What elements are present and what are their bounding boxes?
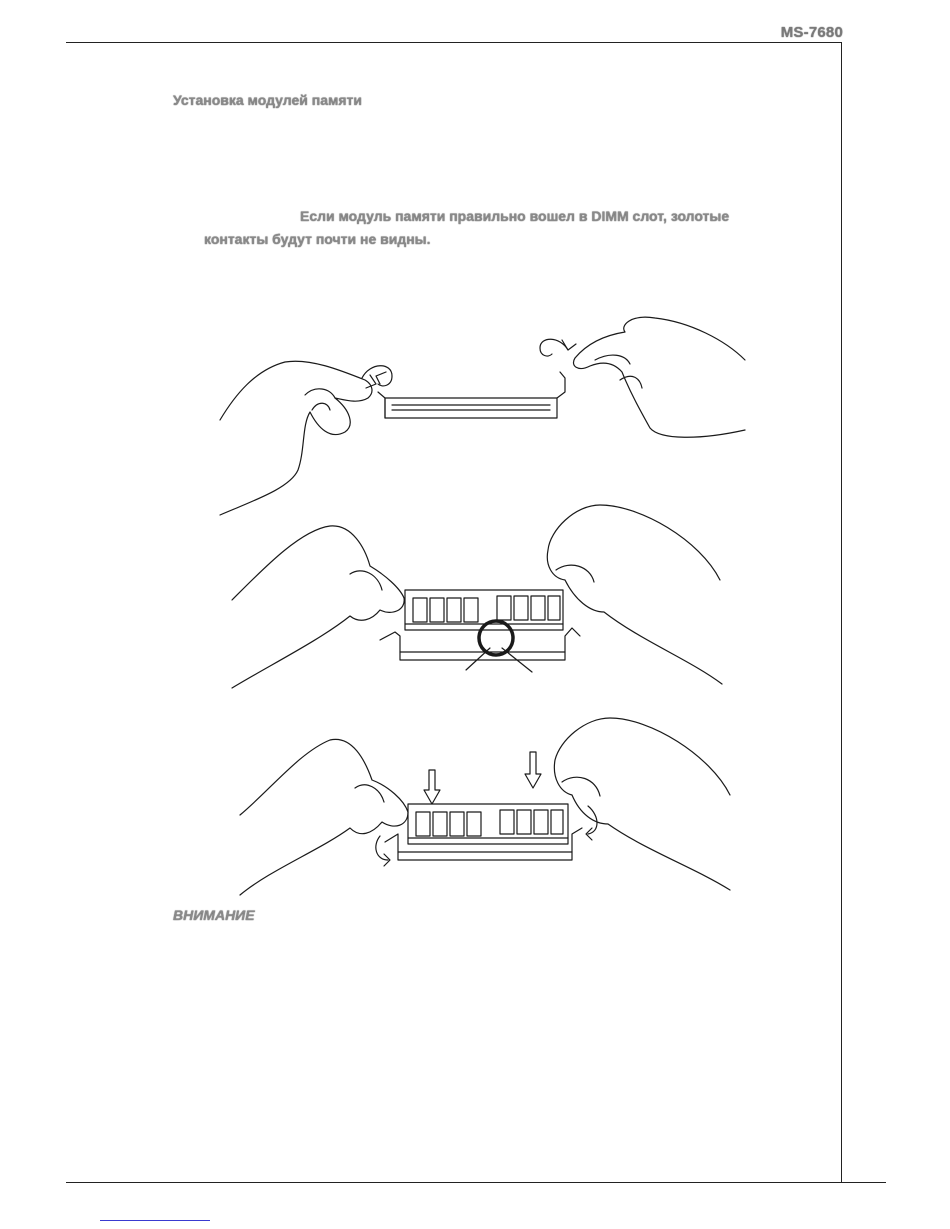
rotate-arrow-right (540, 339, 568, 356)
section-title: Установка модулей памяти (173, 92, 362, 108)
push-arrow-right (525, 752, 541, 788)
warning-title: ВНИМАНИЕ (173, 907, 255, 923)
step3-insert-module-figure (240, 718, 730, 895)
step1-open-clips-figure (220, 317, 745, 515)
step2-align-module-figure (232, 505, 722, 688)
note-line-1: Если модуль памяти правильно вошел в DIMM слот, золотые (300, 208, 730, 224)
model-label: MS-7680 (780, 24, 843, 41)
left-hand (220, 361, 372, 515)
note-line-2: контакты будут почти не видны. (204, 231, 431, 247)
right-hand (573, 317, 745, 437)
dimm-slot (385, 398, 557, 418)
push-arrow-left (424, 770, 440, 804)
